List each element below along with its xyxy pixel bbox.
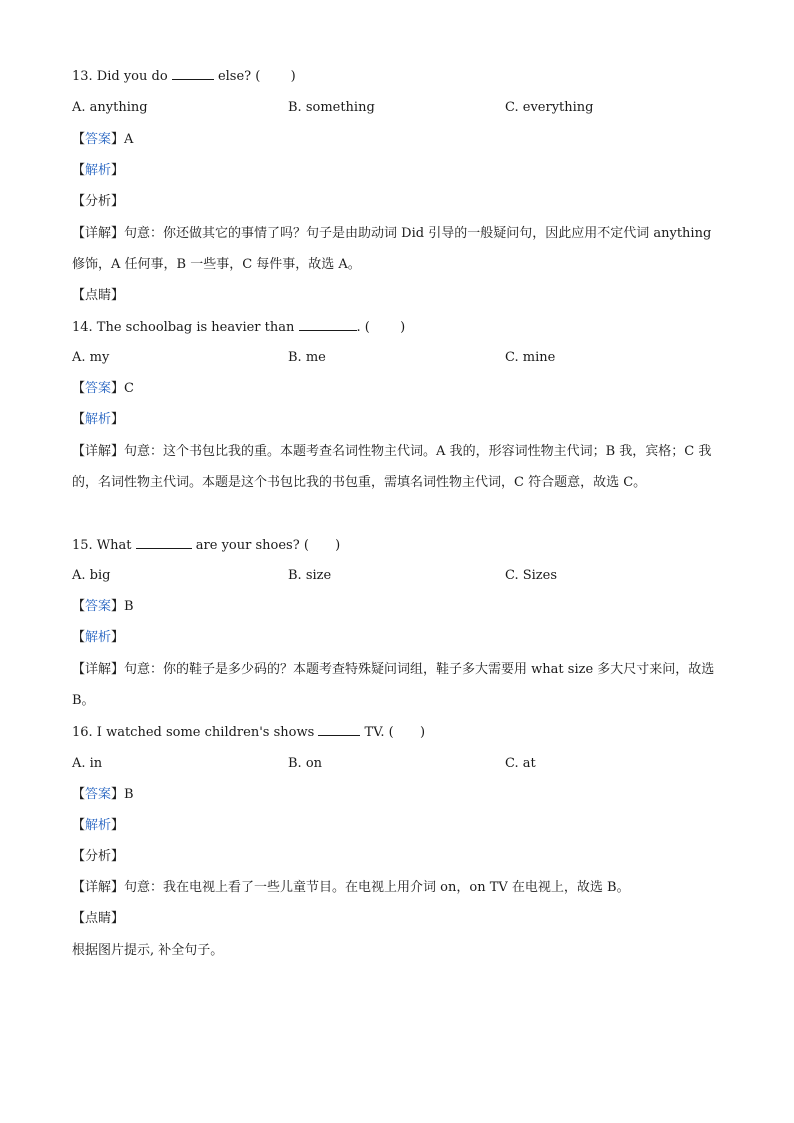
answer-tag: 答案 [85, 132, 112, 147]
q13-fenxi: 【分析】 [72, 194, 125, 209]
q16-option-b[interactable]: B. on [288, 756, 323, 771]
q15-answer: 【答案】B [72, 599, 134, 614]
answer-tag: 答案 [85, 381, 112, 396]
q16-stem-pre: 16. I watched some children's shows [72, 725, 315, 740]
q14-paren-close: ) [400, 320, 406, 335]
q13-option-b[interactable]: B. something [288, 100, 375, 115]
q16-option-c[interactable]: C. at [505, 756, 536, 771]
question-14-stem [72, 318, 405, 337]
q16-dianjing: 【点睛】 [72, 911, 125, 926]
q16-paren-close: ) [419, 725, 426, 740]
q14-blank[interactable] [299, 318, 357, 331]
q16-detail-text: 句意：我在电视上看了一些儿童节目。在电视上用介词 on，on TV 在电视上，故选 B。 [124, 880, 630, 895]
q14-answer-value: C [124, 381, 134, 396]
q13-paren-close: ) [290, 69, 296, 84]
q16-answer: 【答案】B [72, 787, 134, 802]
q16-detail: 【详解】句意：我在电视上看了一些儿童节目。在电视上用介词 on，on TV 在电视上，故选 B。 [72, 880, 630, 895]
detail-tag: 详解 [85, 444, 112, 459]
q15-option-c[interactable]: C. Sizes [505, 568, 558, 583]
question-15-stem [72, 536, 340, 555]
q15-analysis: 【解析】 [72, 630, 125, 645]
q16-option-a[interactable]: A. in [72, 756, 103, 771]
answer-tag: 答案 [85, 599, 112, 614]
q13-detail: 【详解】句意：你还做其它的事情了吗？句子是由助动词 Did 引导的一般疑问句，因此应用不定代词 anything 修饰，A 任何事，B 一些事，C 每件事，故选 A。 [72, 226, 712, 272]
q15-option-b[interactable]: B. size [288, 568, 332, 583]
q13-stem-pre: 13. Did you do [72, 69, 168, 84]
q15-blank[interactable] [136, 536, 192, 549]
q16-analysis: 【解析】 [72, 818, 125, 833]
q14-detail-text: 句意：这个书包比我的重。本题考查名词性物主代词。A 我的，形容词性物主代词；B 我，宾格；C 我的，名词性物主代词。本题是这个书包比我的书包重，需填名词性物主代词，C 符合题意，故选 C。 [72, 444, 712, 490]
q13-blank[interactable] [172, 67, 214, 80]
q15-detail: 【详解】句意：你的鞋子是多少码的？本题考查特殊疑问词组，鞋子多大需要用 what size 多大尺寸来问，故选 B。 [72, 662, 715, 708]
fenxi-tag: 分析 [85, 194, 112, 209]
q14-detail: 【详解】句意：这个书包比我的重。本题考查名词性物主代词。A 我的，形容词性物主代词；B 我，宾格；C 我的，名词性物主代词。本题是这个书包比我的书包重，需填名词性物主代词，C 符合题意，故选 C。 [72, 444, 712, 490]
q14-option-b[interactable]: B. me [288, 350, 326, 365]
q15-option-a[interactable]: A. big [72, 568, 111, 583]
detail-tag: 详解 [85, 662, 112, 677]
q16-stem-post: TV. ( [364, 725, 394, 740]
q14-analysis: 【解析】 [72, 412, 125, 427]
question-16-stem [72, 723, 425, 742]
dianjing-tag: 点睛 [85, 911, 112, 926]
analysis-tag: 解析 [85, 163, 112, 178]
q13-detail-text: 句意：你还做其它的事情了吗？句子是由助动词 Did 引导的一般疑问句，因此应用不定代词 anything 修饰，A 任何事，B 一些事，C 每件事，故选 A。 [72, 226, 712, 272]
q13-analysis: 【解析】 [72, 163, 125, 178]
q13-dianjing: 【点睛】 [72, 288, 125, 303]
analysis-tag: 解析 [85, 630, 112, 645]
q14-option-c[interactable]: C. mine [505, 350, 556, 365]
answer-tag: 答案 [85, 787, 112, 802]
q13-option-a[interactable]: A. anything [72, 100, 148, 115]
q16-fenxi: 【分析】 [72, 849, 125, 864]
q14-answer: 【答案】C [72, 381, 134, 396]
analysis-tag: 解析 [85, 412, 112, 427]
question-13-stem [72, 67, 296, 86]
q14-stem-pre: 14. The schoolbag is heavier than [72, 320, 295, 335]
q13-answer-value: A [124, 132, 134, 147]
dianjing-tag: 点睛 [85, 288, 112, 303]
q15-detail-text: 句意：你的鞋子是多少码的？本题考查特殊疑问词组，鞋子多大需要用 what size 多大尺寸来问，故选 B。 [72, 662, 715, 708]
q15-stem-post: are your shoes? ( [195, 538, 309, 553]
q14-stem-post: . ( [356, 320, 370, 335]
closing-instruction: 根据图片提示, 补全句子。 [72, 943, 224, 958]
detail-tag: 详解 [85, 880, 112, 895]
q14-option-a[interactable]: A. my [72, 350, 110, 365]
q13-answer: 【答案】A [72, 132, 134, 147]
q15-paren-close: ) [335, 538, 341, 553]
analysis-tag: 解析 [85, 818, 112, 833]
detail-tag: 详解 [85, 226, 112, 241]
q16-blank[interactable] [318, 723, 360, 736]
q13-stem-post: else? ( [217, 69, 261, 84]
q15-stem-pre: 15. What [72, 538, 132, 553]
q13-option-c[interactable]: C. everything [505, 100, 594, 115]
fenxi-tag: 分析 [85, 849, 112, 864]
q16-answer-value: B [124, 787, 134, 802]
q15-answer-value: B [124, 599, 134, 614]
